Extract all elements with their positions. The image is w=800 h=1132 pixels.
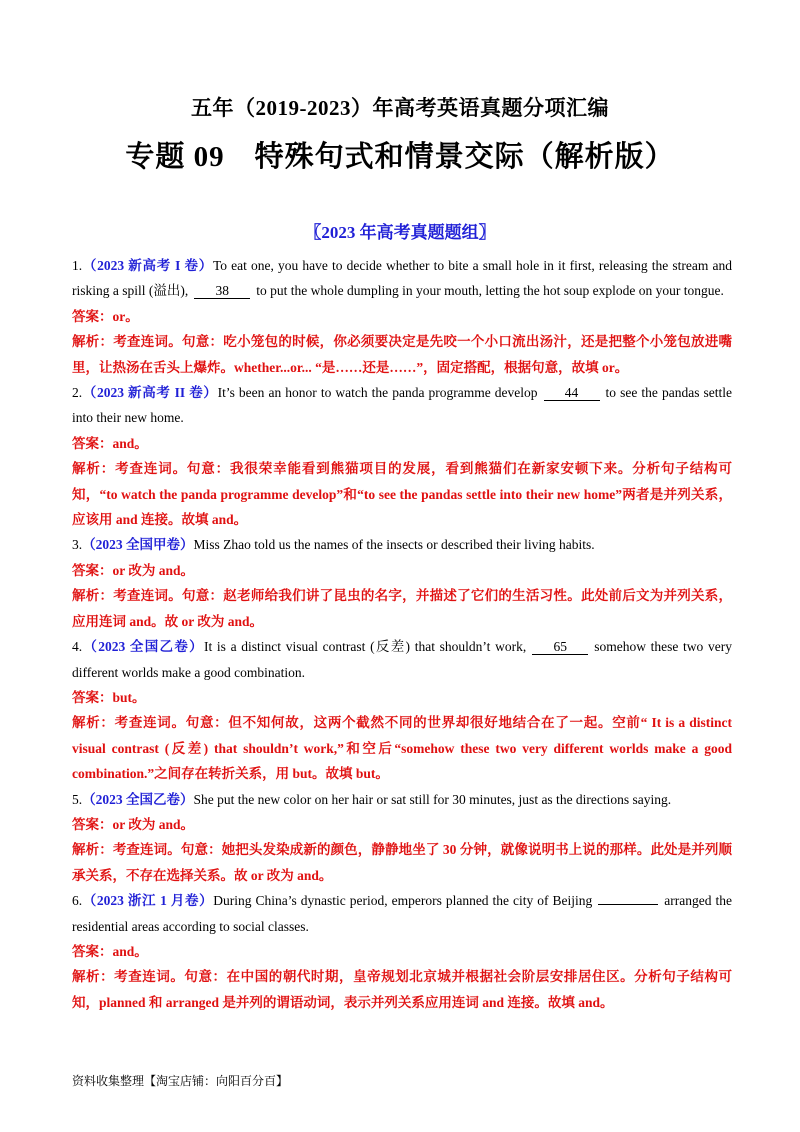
- answer-3: 答案：or 改为 and。: [72, 562, 195, 578]
- question-text: It’s been an honor to watch the panda programme develop: [217, 385, 538, 401]
- document-title: 五年（2019-2023）年高考英语真题分项汇编: [191, 96, 609, 120]
- answer-blank: [598, 904, 658, 905]
- question-text-after: to see the pandas settle into their new home.: [72, 385, 732, 426]
- question-list: [72, 253, 732, 1015]
- explanation-2: 解析：考查连词。句意：我很荣幸能看到熊猫项目的发展，看到熊猫们在新家安顿下来。分析句子结构可知，“to watch the panda programme develop”和“to see the pandas settle into their new home”两者是并列关系，应该用 and 连接。故填 and。: [72, 461, 732, 528]
- explanation-1: 解析：考查连词。句意：吃小笼包的时候，你必须要决定是先咬一个小口流出汤汁，还是把整个小笼包放进嘴里，让热汤在舌头上爆炸。whether...or... “是……还是……”，固定搭配，根据句意，故填 or。: [72, 334, 732, 375]
- document-subtitle: 专题 09 特殊句式和情景交际（解析版）: [125, 141, 675, 173]
- question-source: （2023 新高考 II 卷）: [82, 385, 218, 401]
- question-text-after: to put the whole dumpling in your mouth, letting the hot soup explode on your tongue.: [256, 283, 724, 299]
- explanation-3: 解析：考查连词。句意：赵老师给我们讲了昆虫的名字，并描述了它们的生活习性。此处前后文为并列关系，应用连词 and。故 or 改为 and。: [72, 588, 732, 629]
- question-text: Miss Zhao told us the names of the insects or described their living habits.: [193, 537, 595, 553]
- question-number: 3.: [72, 537, 83, 553]
- question-5: [72, 787, 732, 812]
- question-number: 5.: [72, 791, 83, 807]
- page-footer: 资料收集整理【淘宝店铺：向阳百分百】: [72, 1074, 289, 1088]
- question-text: To eat one, you have to decide whether to bite a small hole in it first, releasing the stream and risking a spill (溢出),: [72, 258, 732, 299]
- answer-6: 答案：and。: [72, 943, 148, 959]
- question-number: 6.: [72, 893, 83, 909]
- answer-blank: 65: [532, 639, 588, 655]
- question-6: [72, 888, 732, 939]
- answer-5: 答案：or 改为 and。: [72, 816, 195, 832]
- question-3: [72, 532, 732, 557]
- question-source: （2023 全国乙卷）: [82, 791, 194, 807]
- question-2: [72, 380, 732, 431]
- question-source: （2023 全国乙卷）: [82, 639, 204, 655]
- question-source: （2023 新高考 I 卷）: [82, 258, 213, 273]
- question-number: 4.: [72, 639, 83, 655]
- explanation-6: 解析：考查连词。句意：在中国的朝代时期，皇帝规划北京城并根据社会阶层安排居住区。分析句子结构可知，planned 和 arranged 是并列的谓语动词，表示并列关系应用连词 and 连接。故填 and。: [72, 969, 732, 1010]
- question-number: 2.: [72, 385, 83, 401]
- question-text: During China’s dynastic period, emperors planned the city of Beijing: [213, 893, 593, 909]
- explanation-5: 解析：考查连词。句意：她把头发染成新的颜色，静静地坐了 30 分钟，就像说明书上说的那样。此处是并列顺承关系，不存在选择关系。故 or 改为 and。: [72, 842, 732, 883]
- question-text-after: arranged the residential areas according to social classes.: [72, 893, 733, 934]
- question-1: [72, 253, 732, 304]
- answer-blank: 44: [544, 385, 600, 401]
- question-text: It is a distinct visual contrast (反差) that shouldn’t work,: [204, 639, 527, 655]
- question-number: 1.: [72, 258, 83, 273]
- answer-blank: 38: [194, 283, 250, 299]
- answer-1: 答案：or。: [72, 308, 139, 324]
- question-4: [72, 634, 732, 685]
- explanation-4: 解析：考查连词。句意：但不知何故，这两个截然不同的世界却很好地结合在了一起。空前“ It is a distinct visual contrast (反差) that shouldn’t work,”和空后“somehow these two very different worlds make a good combination.”之间存在转折关系，用 but。故填 but。: [72, 715, 732, 782]
- question-text: She put the new color on her hair or sat still for 30 minutes, just as the directions saying.: [193, 791, 672, 807]
- answer-4: 答案：but。: [72, 689, 146, 705]
- section-title: 〖2023 年高考真题题组〗: [304, 223, 496, 242]
- question-source: （2023 浙江 1 月卷）: [82, 893, 214, 909]
- question-text-after: somehow these two very different worlds make a good combination.: [72, 639, 732, 680]
- question-source: （2023 全国甲卷）: [82, 537, 194, 553]
- answer-2: 答案：and。: [72, 435, 148, 451]
